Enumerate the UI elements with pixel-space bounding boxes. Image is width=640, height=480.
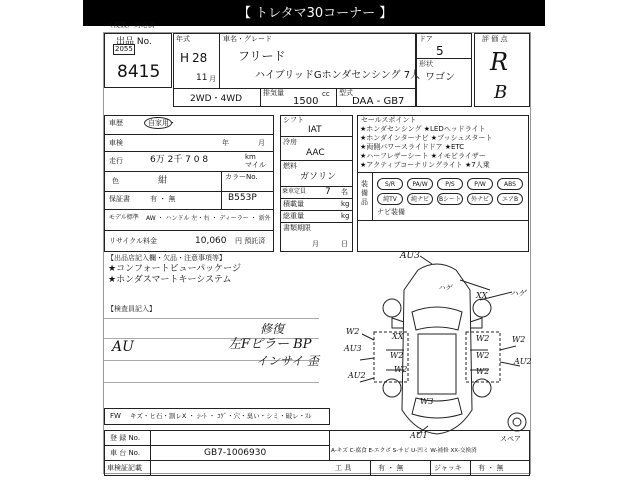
equip-ext-navi: 外ナビ (467, 193, 493, 205)
warranty-value: 有 ・ 無 (150, 195, 176, 203)
equip-airbag: エアB (497, 193, 523, 205)
use-value: 自家用・ (148, 119, 176, 127)
inspector-title: 【検査員記入】 (107, 305, 156, 313)
capacity-unit: 名 (341, 188, 348, 196)
equip-sr: S/R (377, 178, 403, 190)
diagram-mark-w2-rbot: W2 (476, 367, 490, 376)
expiry-day: 日 (341, 240, 348, 248)
equip-abs: ABS (497, 178, 523, 190)
shift-value: IAT (308, 125, 322, 135)
grade-score: R (490, 48, 509, 76)
options-value: AW ・ ハンドル 左・右 ・ ディーラー ・ 新外 (146, 215, 271, 222)
diagram-mark-w3-bottom: W3 (420, 397, 434, 406)
doors-label: ドア (419, 35, 433, 43)
diagram-mark-au3-left: AU3 (344, 344, 362, 353)
car-name: フリード (238, 49, 286, 63)
fuel-value: ガソリン (300, 172, 337, 182)
km-unit: km (245, 153, 256, 161)
ac-value: AAC (306, 148, 325, 158)
doors-box (416, 33, 472, 107)
diagram-mark-au3-top: AU3 (400, 251, 420, 261)
sales-item-3: ★両側パワースライドドア ★ETC (360, 143, 465, 151)
month-unit: 月 (209, 75, 216, 83)
notes-item-2: ★ホンダスマートキーシステム (108, 275, 232, 285)
legend-row-items: キズ・ヒ石・割レX ・ ｼｰﾄ ・ ｺｹﾞ・穴・臭い・シミ・破レ・ｽﾚ (130, 412, 312, 420)
diagram-mark-xx-right: XX (476, 291, 488, 300)
diagram-mark-w2-lbot: W2 (394, 365, 408, 374)
recycle-unit: 円 預託済 (235, 237, 266, 245)
capacity-label: 乗車定員 (282, 188, 307, 195)
lot-label: 出品 No. (116, 37, 152, 47)
fuel-label: 燃料 (283, 162, 297, 170)
diagram-mark-au2-right: AU2 (514, 357, 532, 366)
legend-row-label: FW (110, 412, 121, 420)
inspector-pillar: 左Fピラー BP (228, 337, 312, 352)
equip-paw: PA/W (407, 178, 433, 190)
navi-label: ナビ装備 (377, 208, 405, 216)
color-label: 色 (112, 177, 119, 185)
sales-item-2: ★ホンダインターナビ ★プッシュスタート (360, 134, 493, 142)
mileage-value: 6万 2千 7 0 8 (150, 155, 209, 165)
history-box (104, 115, 274, 252)
diagram-mark-w2-rtop: W2 (476, 334, 490, 343)
jack-value: 有 ・ 無 (478, 464, 504, 472)
inspect-month: 月 (258, 139, 265, 147)
grade-label: 評 価 点 (482, 35, 508, 43)
expiry-month: 月 (312, 240, 319, 248)
jack-label: ジャッキ (434, 464, 462, 472)
shape-value: ワゴン (425, 72, 455, 83)
reg-label: 登 録 No. (110, 434, 141, 442)
year-label: 年式 (176, 35, 190, 43)
color-no-label: カラーNo. (225, 173, 258, 181)
displacement-label: 排気量 (263, 89, 284, 97)
sales-item-5: ★アクティブコーナリングライト ★7人乗 (360, 161, 490, 169)
expiry-label: 書類期限 (283, 224, 311, 232)
displacement-value: 1500 (293, 96, 319, 107)
equip-pw: P/W (467, 178, 493, 190)
year-era: H (180, 51, 190, 65)
top-note: （複数）対応済 (106, 21, 155, 29)
color-no-value: B553P (228, 193, 257, 203)
car-grade: ハイブリッドGホンダセンシング 7人 (255, 70, 421, 81)
equipment-label: 装備品 (361, 180, 368, 206)
chassis-value: GB7-1006930 (204, 448, 267, 458)
diagram-mark-w2-rmid: W2 (476, 351, 490, 360)
month-value: 11 (196, 73, 208, 83)
capacity-value: 7 (325, 187, 331, 197)
shift-label: シフト (283, 116, 304, 124)
chassis-label: 車 台 No. (110, 449, 141, 457)
diagram-mark-au1-bottom: AU1 (410, 431, 428, 440)
ac-label: 冷房 (283, 138, 297, 146)
load-unit: kg (341, 200, 350, 208)
color-value: 紺 (158, 176, 168, 186)
use-label: 車歴 (109, 119, 123, 127)
mile-unit: マイル (245, 161, 266, 169)
sales-item-1: ★ホンダセンシング ★LEDヘッドライト (360, 125, 486, 133)
diagram-mark-hage-top: ハゲ (438, 284, 452, 292)
inspect-label: 車検 (109, 139, 123, 147)
weight-label: 総重量 (283, 212, 304, 220)
doors-value: 5 (436, 44, 444, 58)
use-circle (144, 117, 172, 129)
inspector-au: AU (112, 339, 134, 355)
diagram-legend: A-キズ C-腐食 E-エクボ S-サビ U-凹ミ W-補修 XX-交換済 (331, 448, 477, 454)
header-title: 【 トレタマ30コーナー 】 (238, 6, 393, 21)
type-value: DAA - GB7 (352, 96, 405, 107)
shape-label: 形状 (419, 60, 433, 68)
lot-stamp: 2055 (115, 45, 133, 53)
lot-number: 8415 (117, 62, 161, 82)
weight-unit: kg (341, 212, 350, 220)
equip-bseat: Bシート (437, 193, 463, 205)
options-label: モデル標準 (109, 214, 139, 221)
load-label: 積載量 (283, 200, 304, 208)
diagram-mark-xx-left: XX (392, 332, 404, 341)
cc-unit: cc (322, 90, 330, 98)
equip-ps: P/S (437, 178, 463, 190)
diagram-mark-w2-rfar: W2 (512, 335, 526, 344)
sales-item-4: ★ハーフレザーシート ★イモビライザー (360, 152, 486, 160)
inspect-year: 年 (222, 139, 229, 147)
diagram-spare-label: スペア (500, 435, 521, 443)
notes-title: 【出品店記入欄・欠品・注意事項等】 (107, 254, 226, 262)
recycle-value: 10,060 (195, 236, 227, 246)
diagram-mark-w2-lmid: W2 (390, 351, 404, 360)
tools-value: 有 ・ 無 (378, 464, 404, 472)
diagram-mark-au2-left: AU2 (348, 371, 366, 380)
inspector-repair: 修復 (260, 322, 285, 336)
notes-item-1: ★コンフォートビューパッケージ (108, 264, 241, 274)
type-label: 型式 (339, 89, 353, 97)
inspector-inside: インサイ 歪 (256, 354, 319, 368)
grade-interior: B (494, 82, 508, 103)
sales-label: セールスポイント (361, 116, 417, 124)
recycle-label: リサイクル料金 (109, 237, 158, 245)
equip-navi: 純ナビ (407, 193, 433, 205)
tools-label: 工 具 (335, 464, 352, 472)
vin-label: 車検証記載 (107, 464, 142, 472)
drive-type: 2WD・4WD (190, 94, 243, 104)
name-label: 車名・グレード (223, 35, 272, 43)
diagram-mark-hage-right: ハゲ (510, 289, 526, 298)
mileage-label: 走行 (109, 157, 123, 165)
car-diagram (340, 250, 535, 450)
equip-tv: 純TV (377, 193, 403, 205)
warranty-label: 保証書 (109, 195, 130, 203)
year-value: 28 (192, 51, 208, 65)
diagram-mark-w2-left: W2 (346, 327, 360, 336)
